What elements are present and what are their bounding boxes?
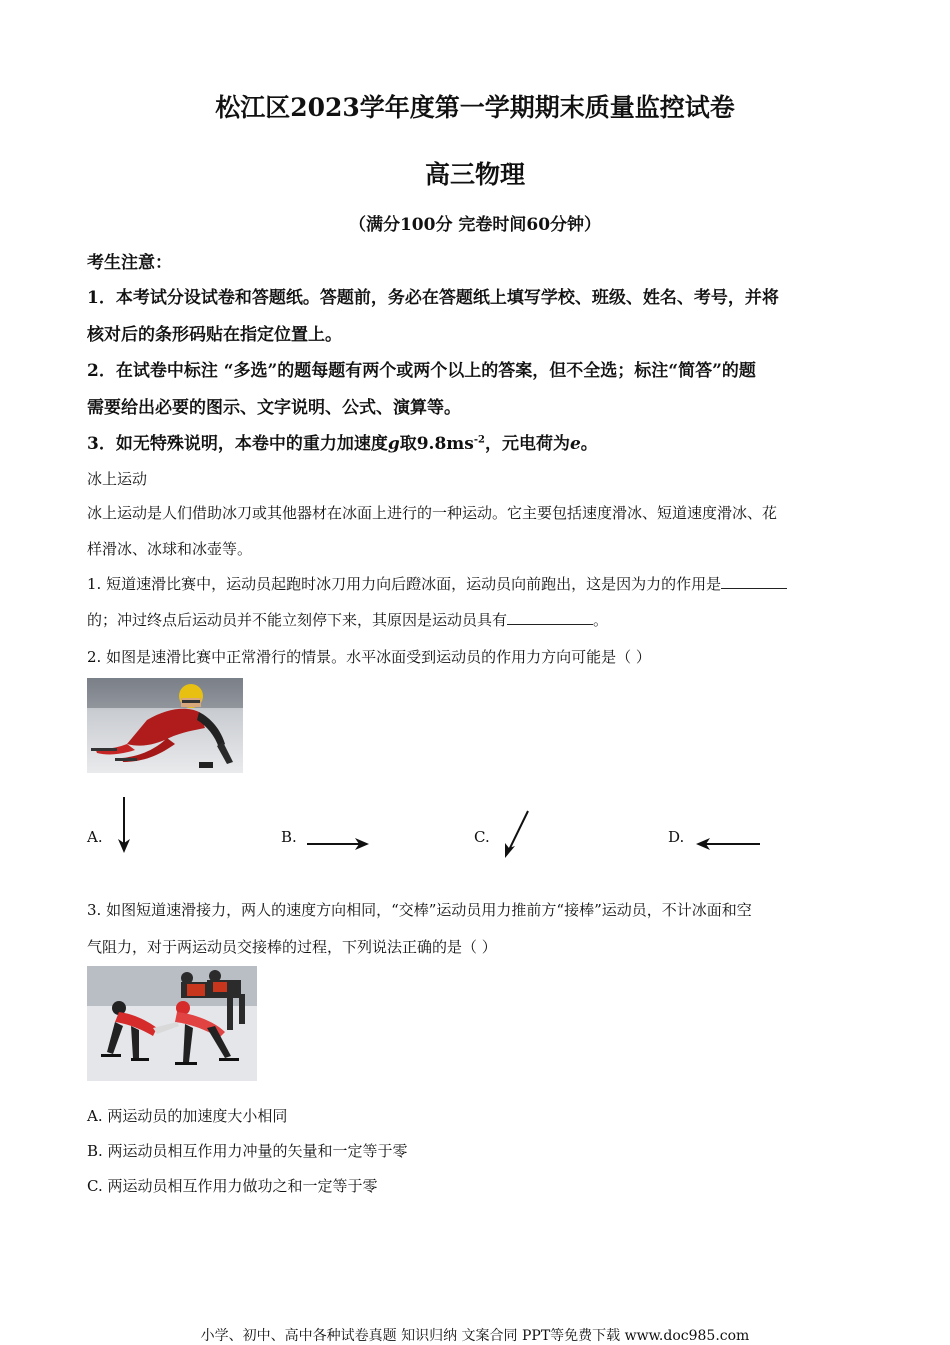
- speed-skater-photo: [87, 678, 243, 773]
- q1-line-2: 的；冲过终点后运动员并不能立刻停下来，其原因是运动员具有 。: [87, 611, 609, 629]
- q3-option-a[interactable]: A. 两运动员的加速度大小相同: [87, 1107, 288, 1125]
- q1-blank-2[interactable]: [507, 610, 593, 625]
- exam-title: 松江区2023学年度第一学期期末质量监控试卷: [215, 93, 735, 122]
- arrow-down-icon: [112, 795, 136, 855]
- section-intro-line-1: 冰上运动是人们借助冰刀或其他器材在冰面上进行的一种运动。它主要包括速度滑冰、短道速度滑冰、花: [87, 504, 778, 522]
- notice-item-2-line-1: 2．在试卷中标注 “多选”的题每题有两个或两个以上的答案，但不全选；标注“简答”的题: [87, 361, 756, 381]
- notice-heading: 考生注意：: [87, 253, 172, 273]
- notice-item-3: 3．如无特殊说明，本卷中的重力加速度g取$9.8ms^{-2}$，元电荷为e。: [87, 434, 598, 454]
- relay-skaters-photo: [87, 966, 257, 1081]
- arrow-left-icon: [694, 834, 764, 854]
- q3-line-2: 气阻力，对于两运动员交接棒的过程，下列说法正确的是（ ）: [87, 938, 497, 956]
- q2-option-c-label[interactable]: C.: [474, 828, 490, 846]
- arrow-down-left-icon: [500, 808, 532, 860]
- q2-option-d-label[interactable]: D.: [668, 828, 685, 846]
- notice-item-1-line-2: 核对后的条形码贴在指定位置上。: [87, 325, 342, 345]
- q2-option-b-label[interactable]: B.: [281, 828, 297, 846]
- q1-line-1: 1. 短道速滑比赛中，运动员起跑时冰刀用力向后蹬冰面，运动员向前跑出，这是因为力的作用是: [87, 573, 787, 594]
- arrow-right-icon: [305, 834, 371, 854]
- q3-option-c[interactable]: C. 两运动员相互作用力做功之和一定等于零: [87, 1177, 378, 1195]
- q2-option-a-label[interactable]: A.: [87, 828, 103, 846]
- q3-line-1: 3. 如图短道速滑接力，两人的速度方向相同，“交棒”运动员用力推前方“接棒”运动员，不计冰面和空: [87, 901, 752, 919]
- section-title: 冰上运动: [87, 470, 148, 488]
- section-intro-line-2: 样滑冰、冰球和冰壶等。: [87, 540, 253, 558]
- notice-item-1-line-1: 1．本考试分设试卷和答题纸。答题前，务必在答题纸上填写学校、班级、姓名、考号，并将: [87, 288, 779, 308]
- q1-blank-1[interactable]: [721, 574, 787, 589]
- q3-option-b[interactable]: B. 两运动员相互作用力冲量的矢量和一定等于零: [87, 1142, 408, 1160]
- subject-title: 高三物理: [424, 160, 525, 189]
- exam-meta: （满分100分 完卷时间60分钟）: [348, 215, 602, 235]
- q2-stem: 2. 如图是速滑比赛中正常滑行的情景。水平冰面受到运动员的作用力方向可能是（ ）: [87, 648, 651, 666]
- page-footer: 小学、初中、高中各种试卷真题 知识归纳 文案合同 PPT等免费下载 www.doc985.com: [200, 1328, 750, 1344]
- notice-item-2-line-2: 需要给出必要的图示、文字说明、公式、演算等。: [87, 398, 461, 418]
